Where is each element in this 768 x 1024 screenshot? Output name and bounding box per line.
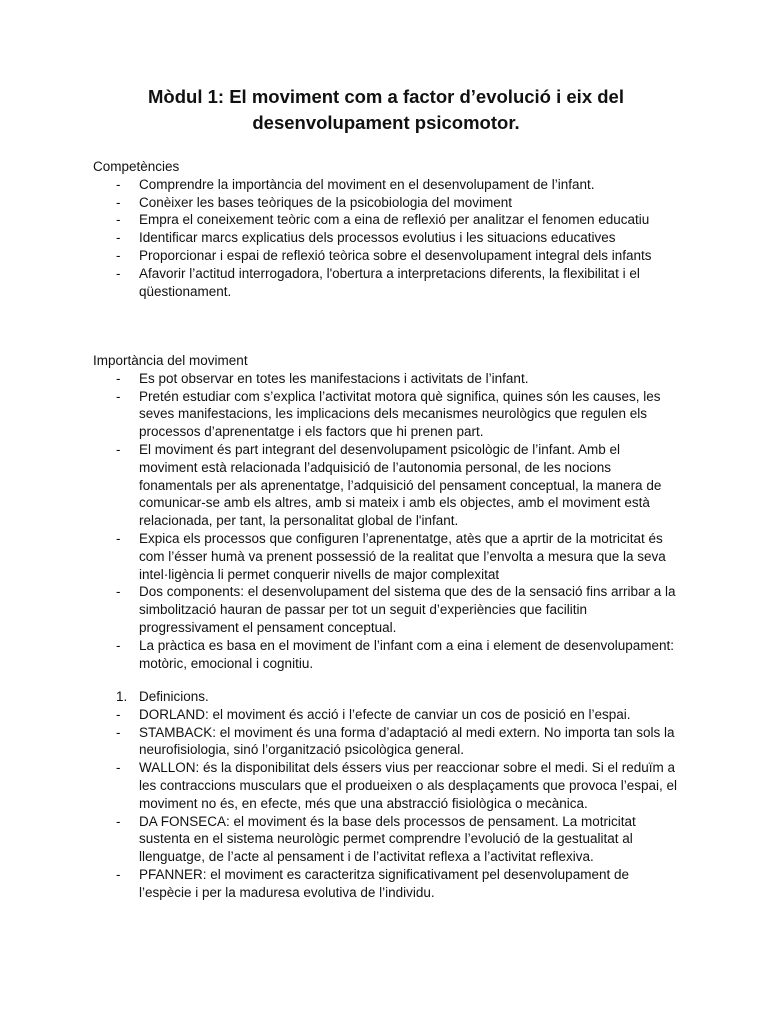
- list-item: - Empra el coneixement teòric com a eina de reflexió per analitzar el fenomen educatiu: [93, 211, 679, 229]
- list-item: - Expica els processos que configuren l’aprenentatge, atès que a aprtir de la motricitat és com l’ésser humà va prenent possessió de la realitat que l’envolta a mesura que la seva intel·ligència li permet conquerir nivells de major complexitat: [93, 530, 679, 583]
- list-item: - PFANNER: el moviment es caracteritza significativament pel desenvolupament de l’espècie i per la maduresa evolutiva de l’individu.: [93, 866, 679, 902]
- definitions-section: [93, 688, 693, 902]
- list-item: - La pràctica es basa en el moviment de l’infant com a eina i element de desenvolupament: motòric, emocional i cognitiu.: [93, 637, 679, 673]
- competencies-list: [93, 176, 693, 301]
- definitions-heading-item: [93, 688, 679, 706]
- list-item: - Conèixer les bases teòriques de la psicobiologia del moviment: [93, 194, 679, 212]
- list-item: - Proporcionar i espai de reflexió teòrica sobre el desenvolupament integral dels infants: [93, 247, 679, 265]
- list-item: - Identificar marcs explicatius dels processos evolutius i les situacions educatives: [93, 229, 679, 247]
- competencies-section: [93, 158, 693, 300]
- competencies-heading: Competències: [93, 159, 180, 174]
- importance-heading: Importància del moviment: [93, 353, 248, 368]
- list-item: - El moviment és part integrant del desenvolupament psicològic de l’infant. Amb el moviment està relacionada l’adquisició de l’autonomia personal, de les nocions fonamentals per als aprenentatge, l’adquisició del pensament conceptual, la manera de comunicar-se amb els altres, amb si mateix i amb els objectes, amb el moviment està relacionada, per tant, la personalitat global de l'infant.: [93, 441, 679, 530]
- list-item: - Pretén estudiar com s’explica l’activitat motora què significa, quines són les causes, les seves manifestacions, les implicacions dels mecanismes neurològics que regulen els processos d’aprenentatge i els factors que hi prenen part.: [93, 388, 679, 441]
- list-item: - DA FONSECA: el moviment és la base dels processos de pensament. La motricitat sustenta en el sistema neurològic permet comprendre l’evolució de la gestualitat al llenguatge, de l’acte al pensament i de l’activitat reflexa a l’activitat reflexiva.: [93, 813, 679, 866]
- list-item: - WALLON: és la disponibilitat dels éssers vius per reaccionar sobre el medi. Si el reduïm a les contraccions musculars que el produeixen o als desplaçaments que provoca l’espai, el moviment no és, en efecte, més que una abstracció fisiològica o mecànica.: [93, 759, 679, 812]
- list-number: 1.: [116, 689, 128, 704]
- list-item: - STAMBACK: el moviment és una forma d’adaptació al medi extern. No importa tan sols la neurofisiologia, sinó l’organització psicològica general.: [93, 724, 679, 760]
- list-item: - Dos components: el desenvolupament del sistema que des de la sensació fins arribar a la simbolització hauran de passar per tot un seguit d’experiències que facilitin progressivament el pensament conceptual.: [93, 583, 679, 636]
- definitions-heading: Definicions.: [139, 689, 209, 704]
- list-item: - Comprendre la importància del moviment en el desenvolupament de l’infant.: [93, 176, 679, 194]
- list-item: - Afavorir l’actitud interrogadora, l'obertura a interpretacions diferents, la flexibilitat i el qüestionament.: [93, 265, 679, 301]
- definitions-numbered-list: [93, 688, 693, 706]
- importance-list: [93, 370, 693, 673]
- definitions-list: [93, 706, 693, 902]
- list-item: - DORLAND: el moviment és acció i l’efecte de canviar un cos de posició en l’espai.: [93, 706, 679, 724]
- list-item: - Es pot observar en totes les manifestacions i activitats de l’infant.: [93, 370, 679, 388]
- page-title: Mòdul 1: El moviment com a factor d’evolució i eix del desenvolupament psicomotor.: [148, 86, 624, 133]
- importance-section: [93, 352, 693, 672]
